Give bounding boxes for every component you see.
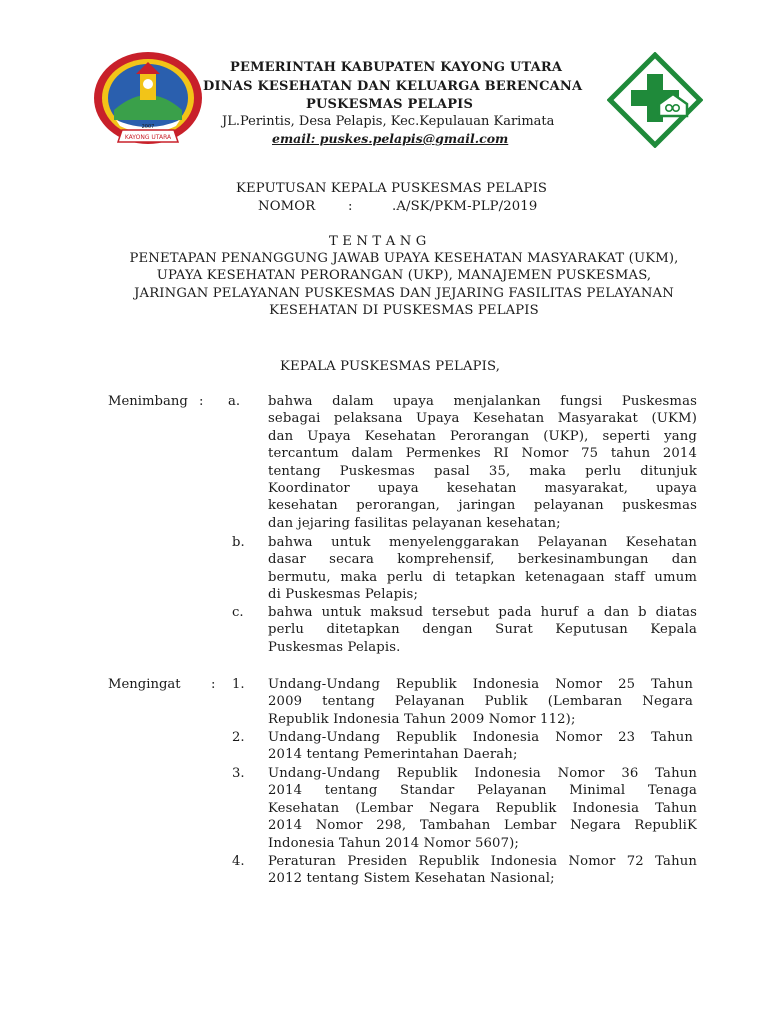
text-line: perlu ditetapkan dengan Surat Keputusan Kepala	[268, 622, 697, 638]
text-line: dasar secara komprehensif, berkesinambungan dan	[268, 552, 697, 568]
text-line: Undang-Undang Republik Indonesia Nomor 25 Tahun	[268, 677, 693, 692]
mengingat-item-2	[268, 729, 693, 764]
text-line: Undang-Undang Republik Indonesia Nomor 23 Tahun	[268, 730, 693, 745]
subject-line: KESEHATAN DI PUSKESMAS PELAPIS	[269, 303, 539, 319]
mengingat-item-4	[268, 853, 697, 888]
text-line: 2014 Nomor 298, Tambahan Lembar Negara RepubliK	[268, 818, 697, 834]
menimbang-marker-a: a.	[228, 394, 241, 409]
text-line: bahwa untuk menyelenggarakan Pelayanan Kesehatan	[268, 535, 697, 550]
text-line: sebagai pelaksana Upaya Kesehatan Masyarakat (UKM)	[268, 411, 697, 427]
text-line: Kesehatan (Lembar Negara Republik Indonesia Tahun	[268, 800, 697, 816]
tentang-heading: T E N T A N G	[329, 234, 427, 249]
text-line: dan jejaring fasilitas pelayanan kesehatan;	[268, 515, 561, 531]
text-line: tentang Puskesmas pasal 35, maka perlu ditunjuk	[268, 463, 697, 479]
subject-line: PENETAPAN PENANGGUNG JAWAB UPAYA KESEHATAN MASYARAKAT (UKM),	[129, 251, 679, 266]
decree-number-value: .A/SK/PKM-PLP/2019	[392, 199, 538, 214]
subject-line: UPAYA KESEHATAN PERORANGAN (UKP), MANAJEMEN PUSKESMAS,	[156, 268, 652, 284]
text-line: kesehatan perorangan, jaringan pelayanan puskesmas	[268, 498, 697, 514]
menimbang-marker-b: b.	[232, 535, 245, 550]
text-line: 2014 tentang Pemerintahan Daerah;	[268, 747, 518, 763]
menimbang-label: Menimbang	[108, 394, 188, 409]
decree-subject	[60, 250, 748, 320]
puskesmas-logo	[607, 52, 703, 148]
text-line: tercantum dalam Permenkes RI Nomor 75 tahun 2014	[268, 446, 697, 462]
text-line: Puskesmas Pelapis.	[268, 639, 401, 655]
text-line: bahwa untuk maksud tersebut pada huruf a dan b diatas	[268, 605, 697, 620]
mengingat-item-1	[268, 676, 693, 728]
decree-title: KEPUTUSAN KEPALA PUSKESMAS PELAPIS	[236, 181, 548, 196]
header-puskesmas: PUSKESMAS PELAPIS	[306, 97, 474, 112]
svg-text:2007: 2007	[141, 124, 155, 130]
mengingat-marker-1: 1.	[232, 677, 245, 692]
subject-line: JARINGAN PELAYANAN PUSKESMAS DAN JEJARING FASILITAS PELAYANAN	[134, 285, 674, 301]
menimbang-item-a	[268, 393, 697, 532]
menimbang-item-b	[268, 534, 697, 604]
mengingat-marker-3: 3.	[232, 766, 245, 781]
text-line: bermutu, maka perlu di tetapkan ketenagaan staff umum	[268, 569, 697, 585]
decree-number-label: NOMOR	[258, 199, 316, 214]
text-line: Republik Indonesia Tahun 2009 Nomor 112);	[268, 711, 576, 727]
header-address: JL.Perintis, Desa Pelapis, Kec.Kepulauan Karimata	[222, 114, 555, 129]
mengingat-marker-2: 2.	[232, 730, 245, 745]
header-department: DINAS KESEHATAN DAN KELUARGA BERENCANA	[203, 79, 583, 94]
text-line: Peraturan Presiden Republik Indonesia Nomor 72 Tahun	[268, 854, 697, 869]
mengingat-marker-4: 4.	[232, 854, 245, 869]
decree-number-colon: :	[348, 199, 353, 214]
header-email[interactable]: email: puskes.pelapis@gmail.com	[272, 131, 509, 146]
mengingat-colon: :	[211, 677, 216, 692]
mengingat-label: Mengingat	[108, 677, 181, 692]
menimbang-colon: :	[199, 394, 204, 409]
text-line: Koordinator upaya kesehatan masyarakat, upaya	[268, 481, 697, 497]
text-line: Undang-Undang Republik Indonesia Nomor 36 Tahun	[268, 766, 697, 781]
menimbang-item-c	[268, 604, 697, 656]
text-line: 2009 tentang Pelayanan Publik (Lembaran Negara	[268, 694, 693, 710]
mengingat-item-3	[268, 765, 697, 852]
kayong-utara-logo	[92, 50, 204, 150]
svg-text:KAYONG UTARA: KAYONG UTARA	[124, 134, 172, 141]
text-line: bahwa dalam upaya menjalankan fungsi Puskesmas	[268, 394, 697, 409]
text-line: Indonesia Tahun 2014 Nomor 5607);	[268, 835, 519, 851]
text-line: dan Upaya Kesehatan Perorangan (UKP), seperti yang	[268, 428, 697, 444]
kepala-heading: KEPALA PUSKESMAS PELAPIS,	[280, 359, 501, 374]
text-line: 2014 tentang Standar Pelayanan Minimal Tenaga	[268, 783, 697, 799]
menimbang-marker-c: c.	[232, 605, 244, 620]
header-government: PEMERINTAH KABUPATEN KAYONG UTARA	[230, 60, 563, 75]
text-line: 2012 tentang Sistem Kesehatan Nasional;	[268, 871, 555, 887]
text-line: di Puskesmas Pelapis;	[268, 587, 419, 603]
